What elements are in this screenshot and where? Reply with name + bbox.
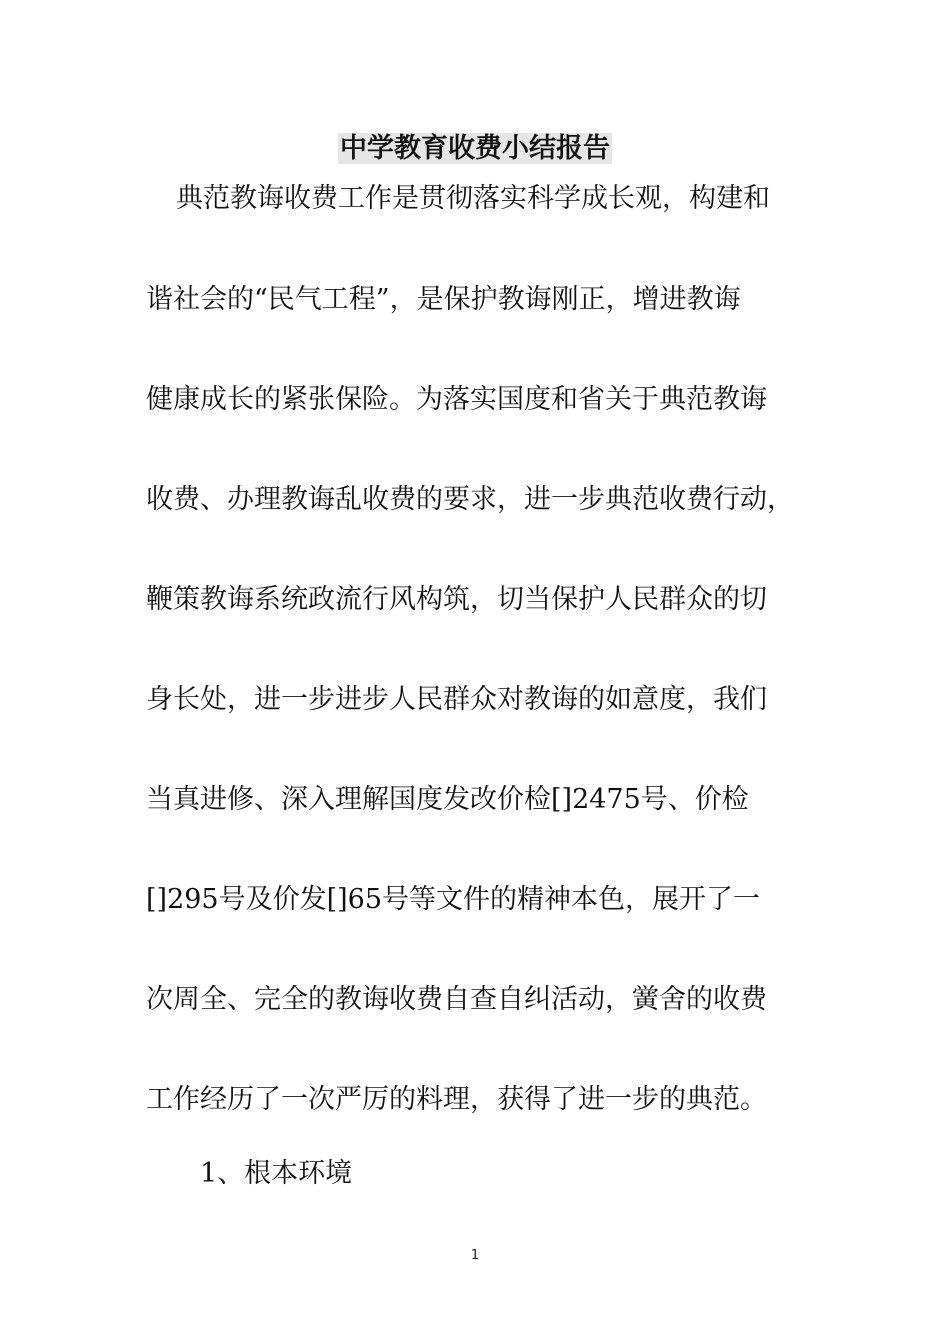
paragraph-line: 次周全、完全的教诲收费自查自纠活动，黉舍的收费 [146,984,767,1015]
document-title [0,131,950,167]
paragraph-line: 身长处，进一步进步人民群众对教诲的如意度，我们 [146,684,767,715]
paragraph-line: 谐社会的“民气工程”，是保护教诲刚正，增进教诲 [146,284,741,315]
page-number: 1 [470,1248,480,1263]
paragraph-line: 收费、办理教诲乱收费的要求，进一步典范收费行动， [146,484,794,515]
paragraph-line: 工作经历了一次严厉的料理，获得了进一步的典范。 [146,1084,767,1115]
document-title-text: 中学教育收费小结报告 [340,133,610,164]
paragraph-line: 健康成长的紧张保险。为落实国度和省关于典范教诲 [146,384,767,415]
paragraph-line: 典范教诲收费工作是贯彻落实科学成长观，构建和 [176,183,770,214]
paragraph-line: 当真进修、深入理解国度发改价检[]2475号、价检 [146,784,749,815]
section-heading: 1、根本环境 [200,1158,353,1189]
paragraph-line: []295号及价发[]65号等文件的精神本色，展开了一 [146,884,761,915]
paragraph-line: 鞭策教诲系统政流行风构筑，切当保护人民群众的切 [146,584,767,615]
